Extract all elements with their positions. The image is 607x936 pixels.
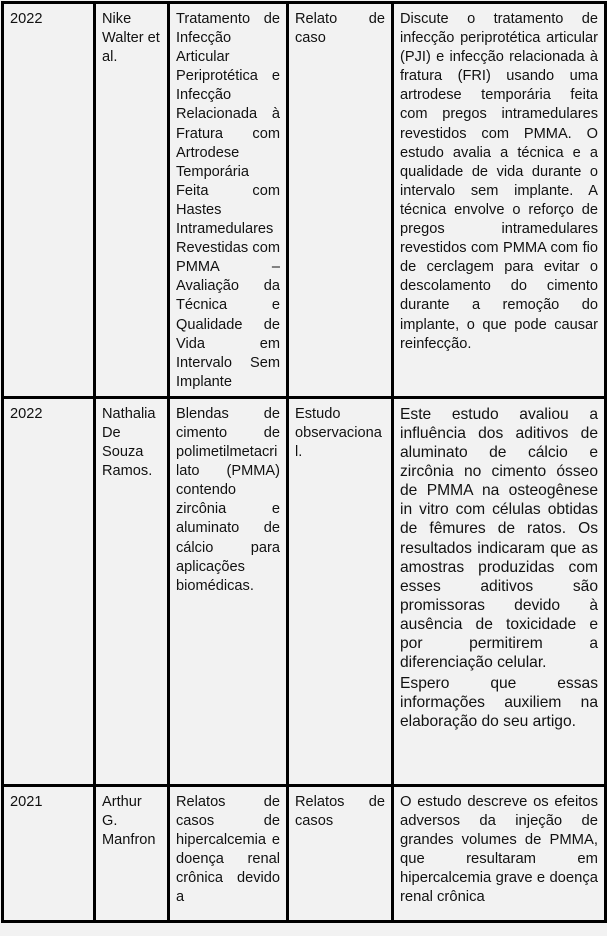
table-row — [3, 397, 606, 785]
study-type-cell: Relatos de casos — [288, 785, 393, 921]
summary-cell — [393, 397, 606, 785]
year-cell: 2022 — [3, 397, 95, 785]
summary-cell: O estudo descreve os efeitos adversos da injeção de grandes volumes de PMMA, que resultaram em hipercalcemia grave e doença renal crônica — [393, 785, 606, 921]
literature-table — [1, 1, 607, 923]
author-cell: Nathalia De Souza Ramos. — [95, 397, 169, 785]
table-row — [3, 785, 606, 921]
table-row — [3, 3, 606, 398]
author-cell: Arthur G. Manfron — [95, 785, 169, 921]
summary-text: Este estudo avaliou a influência dos aditivos de aluminato de cálcio e zircônia no cimento ósseo de PMMA na osteogênese in vitro com células obtidas de fêmures de ratos. Os resultados indicaram que as amostras produzidas com esses aditivos são promissoras devido à ausência de toxicidade e por permitirem a diferenciação celular. — [400, 405, 598, 672]
summary-cell: Discute o tratamento de infecção periprotética articular (PJI) e infecção relacionada à fratura (FRI) usando uma artrodese temporária feita com pregos intramedulares revestidos com PMMA. O estudo avalia a técnica e a qualidade de vida durante o intervalo sem implante. A técnica envolve o reforço de pregos intramedulares revestidos com PMMA com fio de cerclagem para evitar o descolamento do cimento durante a remoção do implante, o que pode causar reinfecção. — [393, 3, 606, 398]
year-cell: 2022 — [3, 3, 95, 398]
year-cell: 2021 — [3, 785, 95, 921]
study-type-cell: Relato de caso — [288, 3, 393, 398]
title-cell: Tratamento de Infecção Articular Periprotética e Infecção Relacionada à Fratura com Artrodese Temporária Feita com Hastes Intramedulares Revestidas com PMMA – Avaliação da Técnica e Qualidade de Vida em Intervalo Sem Implante — [169, 3, 288, 398]
title-cell: Relatos de casos de hipercalcemia e doença renal crônica devido a — [169, 785, 288, 921]
closing-note: Espero que essas informações auxiliem na elaboração do seu artigo. — [400, 675, 598, 731]
study-type-cell: Estudo observacional. — [288, 397, 393, 785]
title-cell: Blendas de cimento de polimetilmetacrilato (PMMA) contendo zircônia e aluminato de cálcio para aplicações biomédicas. — [169, 397, 288, 785]
author-cell: Nike Walter et al. — [95, 3, 169, 398]
